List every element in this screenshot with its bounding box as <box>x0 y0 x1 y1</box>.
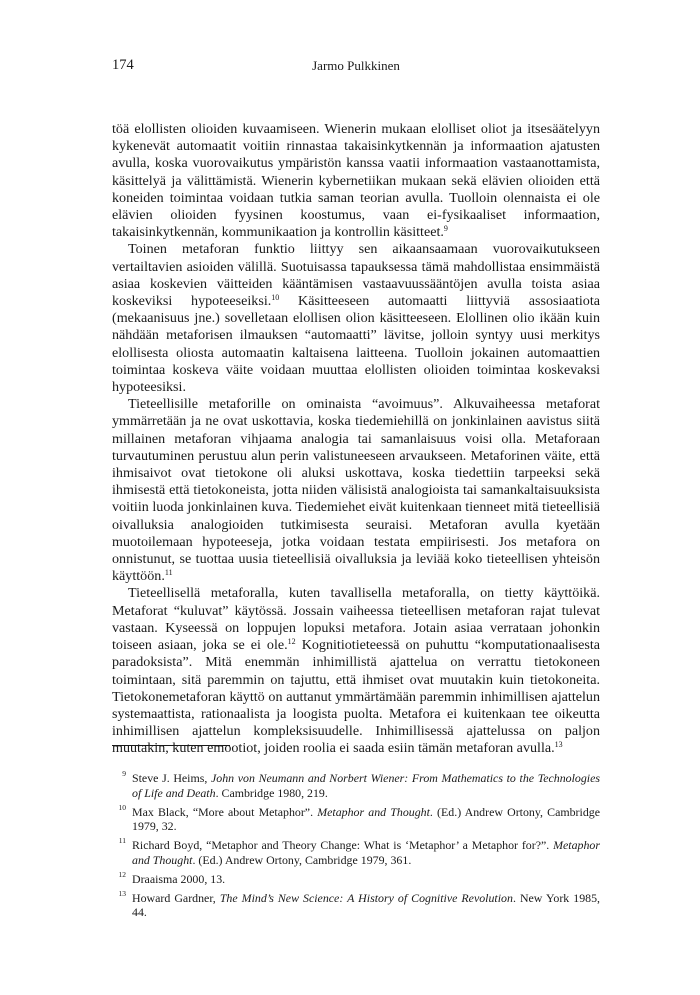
page-header <box>112 57 600 77</box>
footnote-text: Steve J. Heims, John von Neumann and Norbert Wiener: From Mathematics to the Technologies of Life and Death. Cambridge 1980, 219. <box>132 771 601 800</box>
footnote-number: 13 <box>118 888 126 898</box>
footnote-separator <box>112 745 230 746</box>
body-text <box>112 121 600 758</box>
footnote-reference[interactable]: 9 <box>443 224 448 234</box>
paragraph-text: Käsitteeseen automaatti liittyviä assosiaatiota (mekaanisuus jne.) sovelletaan elollisen olion käsitteeseen. Elollinen olio ikään kuin nähdään metaforisen ilmauksen “automaatti” lävitse, jolloin syntyy uusi merkitys elollisesta oliosta automaatin kaltaisena laitteena. Tuolloin jokainen automaattien toimintaa koskeva väite voidaan muuttaa elollisten olioiden toimintaa koskevaksi hypoteesiksi. <box>112 293 601 396</box>
footnote-number: 9 <box>122 769 126 778</box>
paragraph-text: Toinen metaforan funktio liittyy sen aikaansaamaan vuorovaikutukseen vertailtavien asioiden välillä. Suotuisassa tapauksessa tämä mahdollistaa ensimmäistä asiaa koskevien väitteiden kääntämisen vastaavuussääntöjen avulla toista asiaa koskeviksi hypoteeseiksi. <box>112 241 600 310</box>
paragraph <box>112 585 600 757</box>
footnote-number: 10 <box>118 802 126 812</box>
footnote-text: Max Black, “More about Metaphor”. Metaphor and Thought. (Ed.) Andrew Ortony, Cambridge 1979, 32. <box>132 804 600 833</box>
paragraph <box>112 121 600 241</box>
footnote-text: Richard Boyd, “Metaphor and Theory Change: What is ‘Metaphor’ a Metaphor for?”. Metaphor and Thought. (Ed.) Andrew Ortony, Cambridge 1979, 361. <box>132 838 600 867</box>
footnote <box>112 838 600 867</box>
paragraph <box>112 241 600 396</box>
paragraph-text: töä elollisten olioiden kuvaamiseen. Wienerin mukaan elolliset oliot ja itsesäätelyyn kykenevät automaatit voitiin rinnastaa takaisinkytkennän ja informaation ajatusten avulla, koska vuorovaikutus ympäristön kanssa vaatii informaation vastaanottamista, käsittelyä ja välittämistä. Wienerin kybernetiikan mukaan sekä elävien olioiden että koneiden toimintaa voidaan tutkia saman teorian avulla. Tuolloin olennaista ei ole elävien olioiden fyysinen koostumus, vaan ei-fysikaaliset informaation, takaisinkytkennän, kommunikaation ja kontrollin käsitteet. <box>112 121 600 241</box>
footnotes <box>112 771 600 924</box>
page-number: 174 <box>112 57 134 73</box>
paragraph <box>112 396 600 585</box>
footnote <box>112 888 601 920</box>
footnote-number: 12 <box>118 869 126 879</box>
footnote-text: Draaisma 2000, 13. <box>132 871 226 886</box>
paragraph-text: Tieteellisellä metaforalla, kuten tavallisella metaforalla, on tietty käyttöikä. Metaforat “kuluvat” käytössä. Jossain vaiheessa tieteellisen metaforan rajat tulevat vastaan. Kyseessä on loppujen lopuksi metafora. Jotain asiaa verrataan johonkin toiseen asiaan, joka se ei ole. <box>112 585 600 654</box>
footnote-reference[interactable]: 13 <box>554 740 563 750</box>
footnote-reference[interactable]: 10 <box>271 293 280 303</box>
footnote-number: 11 <box>118 836 126 845</box>
footnote-text: Howard Gardner, The Mind’s New Science: A History of Cognitive Revolution. New York 1985, 44. <box>132 890 601 919</box>
footnote-reference[interactable]: 12 <box>287 637 296 647</box>
footnote-reference[interactable]: 11 <box>164 568 173 578</box>
paragraph-text: Kognitiotieteessä on puhuttu “komputationaalisesta paradoksista”. Mitä enemmän inhimillistä ajattelua on verrattu tietokoneen toimintaan, sitä paremmin on tajuttu, että ihmiset ovat muutakin kuin tietokoneita. Tietokonemetaforan käyttö on auttanut ymmärtämään paremmin inhimillisen ajattelun systemaattista, rationaalista ja loogista puolta. Metafora ei kuitenkaan tee oikeutta inhimillisen ajattelun kompleksisuudelle. Inhimillisessä ajattelussa on paljon muutakin, kuten emootiot, joiden roolia ei saada esiin tämän metaforan avulla. <box>112 637 600 757</box>
footnote <box>112 771 600 800</box>
footnote <box>112 802 600 834</box>
running-head-author: Jarmo Pulkkinen <box>312 58 400 73</box>
footnote <box>112 869 600 887</box>
paragraph-text: Tieteellisille metaforille on ominaista “avoimuus”. Alkuvaiheessa metaforat ymmärretään ja ne ovat uskottavia, koska tiedemiehillä on jonkinlainen aavistus siitä millainen metaforan vihjaama analogia tai samanlaisuus voisi olla. Metaforaan turvautuminen perustuu alun perin valistuneeseen arvaukseen. Metaforinen väite, että ihmisaivot ovat tietokone oli aluksi uskottava, koska tiedettiin tarpeeksi sekä ihmisestä että tietokoneista, jotta niiden välisistä analogioista tai samankaltaisuuksista voitiin luoda jonkinlainen kuva. Tiedemiehet eivät kuitenkaan tienneet mitä tieteellisiä oivalluksia analogioiden tutkimisesta seuraisi. Metaforan avulla kyetään muotoilemaan hypoteeseja, jotka voidaan testata empiirisesti. Jos metafora on onnistunut, se tuottaa uusia tieteellisiä oivalluksia ja leviää koko tieteellisen yhteisön käyttöön. <box>112 396 600 585</box>
